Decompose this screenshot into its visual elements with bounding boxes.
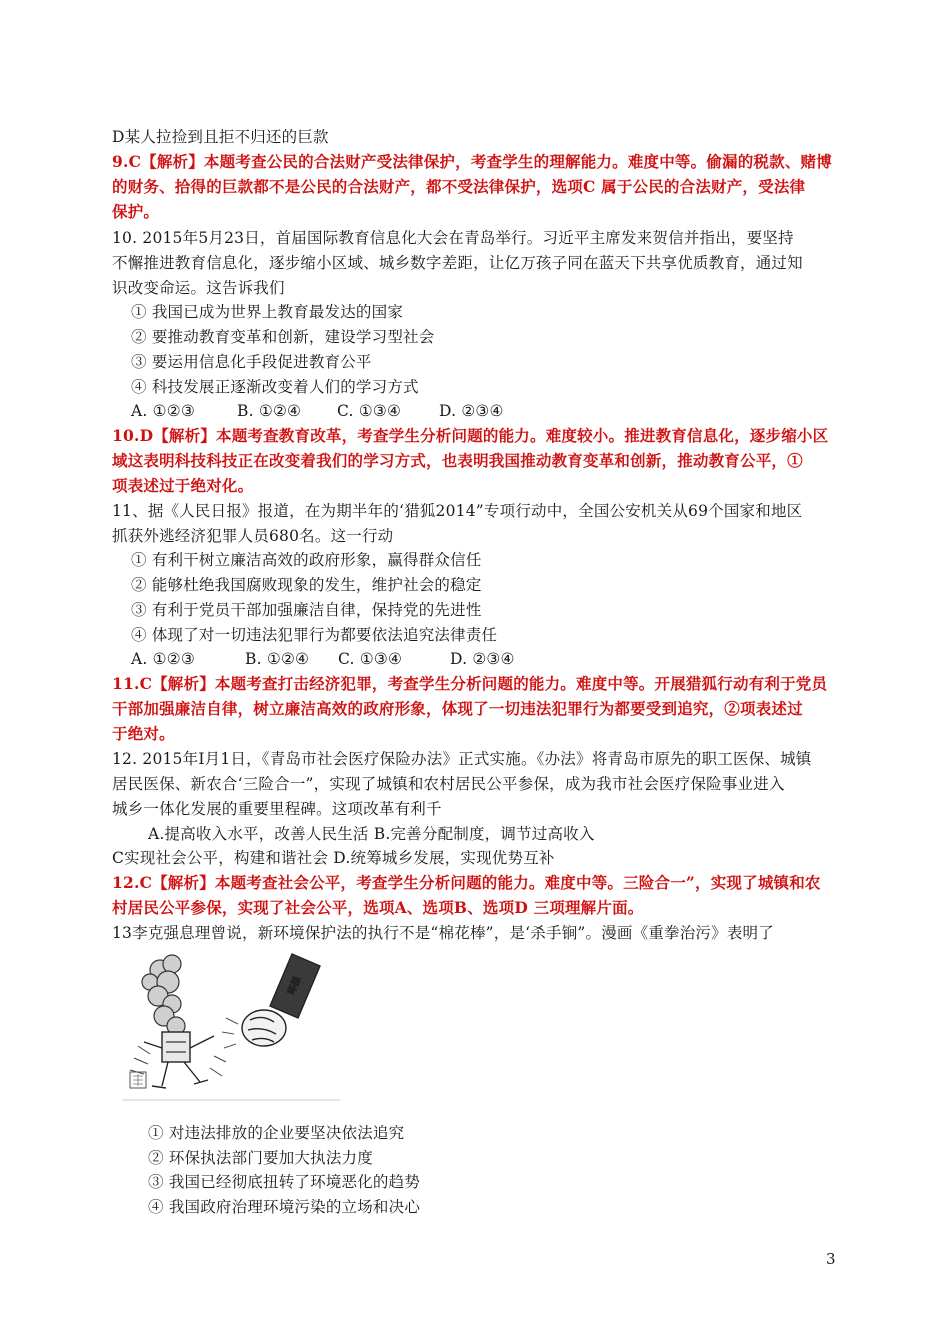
q11-choice-c: C. ①③④: [338, 650, 403, 668]
q10-answer-line-3: 项表述过于绝对化。: [112, 476, 254, 495]
q13-stem: 13李克强息理曾说，新环境保护法的执行不是“棉花棒”，是‘杀手锏”。漫画《重拳治污》表明了: [112, 924, 774, 942]
q11-answer-line-1: 11.C【解析】本题考查打击经济犯罪，考查学生分析问题的能力。难度中等。开展猎狐行动有利于党员: [112, 674, 828, 693]
q10-choice-b: B. ①②④: [237, 402, 302, 420]
q11-stem-line-1: 11、据《人民日报》报道，在为期半年的‘猎狐2014”专项行动中，全国公安机关从69个国家和地区: [112, 502, 803, 520]
q9-answer-line-1: 9.C【解析】本题考查公民的合法财产受法律保护，考查学生的理解能力。难度中等。偷漏的税款、赌博: [112, 152, 832, 171]
cartoon-image: [122, 948, 340, 1108]
q11-item-4: ④ 体现了对一切违法犯罪行为都要依法追究法律责任: [131, 626, 498, 644]
q13-item-1: ① 对违法排放的企业要坚决依法追究: [148, 1124, 405, 1142]
q11-answer-line-2: 干部加强廉洁自律，树立廉洁高效的政府形象，体现了一切违法犯罪行为都要受到追究，②项表述过: [112, 699, 803, 718]
q11-item-1: ① 有利干树立廉洁高效的政府形象，赢得群众信任: [131, 551, 482, 569]
q11-stem-line-2: 抓获外逃经济犯罪人员680名。这一行动: [112, 527, 394, 545]
q10-choice-d: D. ②③④: [439, 402, 504, 420]
q10-choices: [131, 399, 871, 423]
svg-text:环保: 环保: [286, 975, 304, 997]
q12-choices-line-2: C实现社会公平，构建和谐社会 D.统筹城乡发展，实现优势互补: [112, 849, 555, 867]
q11-choice-a: A. ①②③: [131, 650, 195, 668]
q10-stem-line-3: 识改变命运。这告诉我们: [112, 279, 285, 297]
q10-item-3: ③ 要运用信息化手段促进教育公平: [131, 353, 372, 371]
q10-item-1: ① 我国已成为世界上教育最发达的国家: [131, 303, 404, 321]
page-number: 3: [826, 1250, 836, 1268]
q9-answer-line-3: 保护。: [112, 202, 160, 221]
q12-stem-line-2: 居民医保、新农合‘三险合一”，实现了城镇和农村居民公平参保，成为我市社会医疗保险事业进入: [112, 775, 785, 793]
q10-choice-a: A. ①②③: [131, 402, 195, 420]
q10-stem-line-1: 10. 2015年5月23日，首届国际教育信息化大会在青岛举行。习近平主席发来贺信并指出，要坚持: [112, 229, 794, 247]
q12-stem-line-3: 城乡一体化发展的重要里程碑。这项改革有利千: [112, 800, 442, 818]
q10-item-4: ④ 科技发展正逐渐改变着人们的学习方式: [131, 378, 419, 396]
q9-option-d: D某人拉捡到且拒不归还的巨款: [112, 128, 329, 146]
q13-item-4: ④ 我国政府治理环境污染的立场和决心: [148, 1198, 421, 1216]
q10-choice-c: C. ①③④: [337, 402, 402, 420]
q11-choice-b: B. ①②④: [245, 650, 310, 668]
q10-stem-line-2: 不懈推进教育信息化，逐步缩小区域、城乡数字差距，让亿万孩子同在蓝天下共享优质教育，通过知: [112, 254, 803, 272]
q11-item-2: ② 能够杜绝我国腐败现象的发生，维护社会的稳定: [131, 576, 482, 594]
q11-choices: [131, 647, 871, 671]
q12-choices-line-1: A.提高收入水平，改善人民生活 B.完善分配制度，调节过高收入: [148, 825, 595, 843]
q10-answer-line-1: 10.D【解析】本题考查教育改革，考查学生分析问题的能力。难度较小。推进教育信息化，逐步缩小区: [112, 426, 829, 445]
q11-answer-line-3: 于绝对。: [112, 724, 175, 743]
q12-stem-line-1: 12. 2015年I月1日，《青岛市社会医疗保险办法》正式实施。《办法》将青岛市原先的职工医保、城镇: [112, 750, 812, 768]
q10-item-2: ② 要推动教育变革和创新，建设学习型社会: [131, 328, 435, 346]
q13-item-3: ③ 我国已经彻底扭转了环境恶化的趋势: [148, 1173, 421, 1191]
q13-item-2: ② 环保执法部门要加大执法力度: [148, 1149, 373, 1167]
q11-choice-d: D. ②③④: [450, 650, 515, 668]
q12-answer-line-2: 村居民公平参保，实现了社会公平，选项A、选项B、选项D 三项理解片面。: [112, 898, 644, 917]
q10-answer-line-2: 域这表明科技科技正在改变着我们的学习方式，也表明我国推动教育变革和创新，推动教育公平，①: [112, 451, 803, 470]
q12-answer-line-1: 12.C【解析】本题考查社会公平，考查学生分析问题的能力。难度中等。三险合一”，实现了城镇和农: [112, 873, 821, 892]
q9-answer-line-2: 的财务、拾得的巨款都不是公民的合法财产，都不受法律保护，选项C 属于公民的合法财产，受法律: [112, 177, 806, 196]
q11-item-3: ③ 有利于党员干部加强廉洁自律，保持党的先进性: [131, 601, 482, 619]
